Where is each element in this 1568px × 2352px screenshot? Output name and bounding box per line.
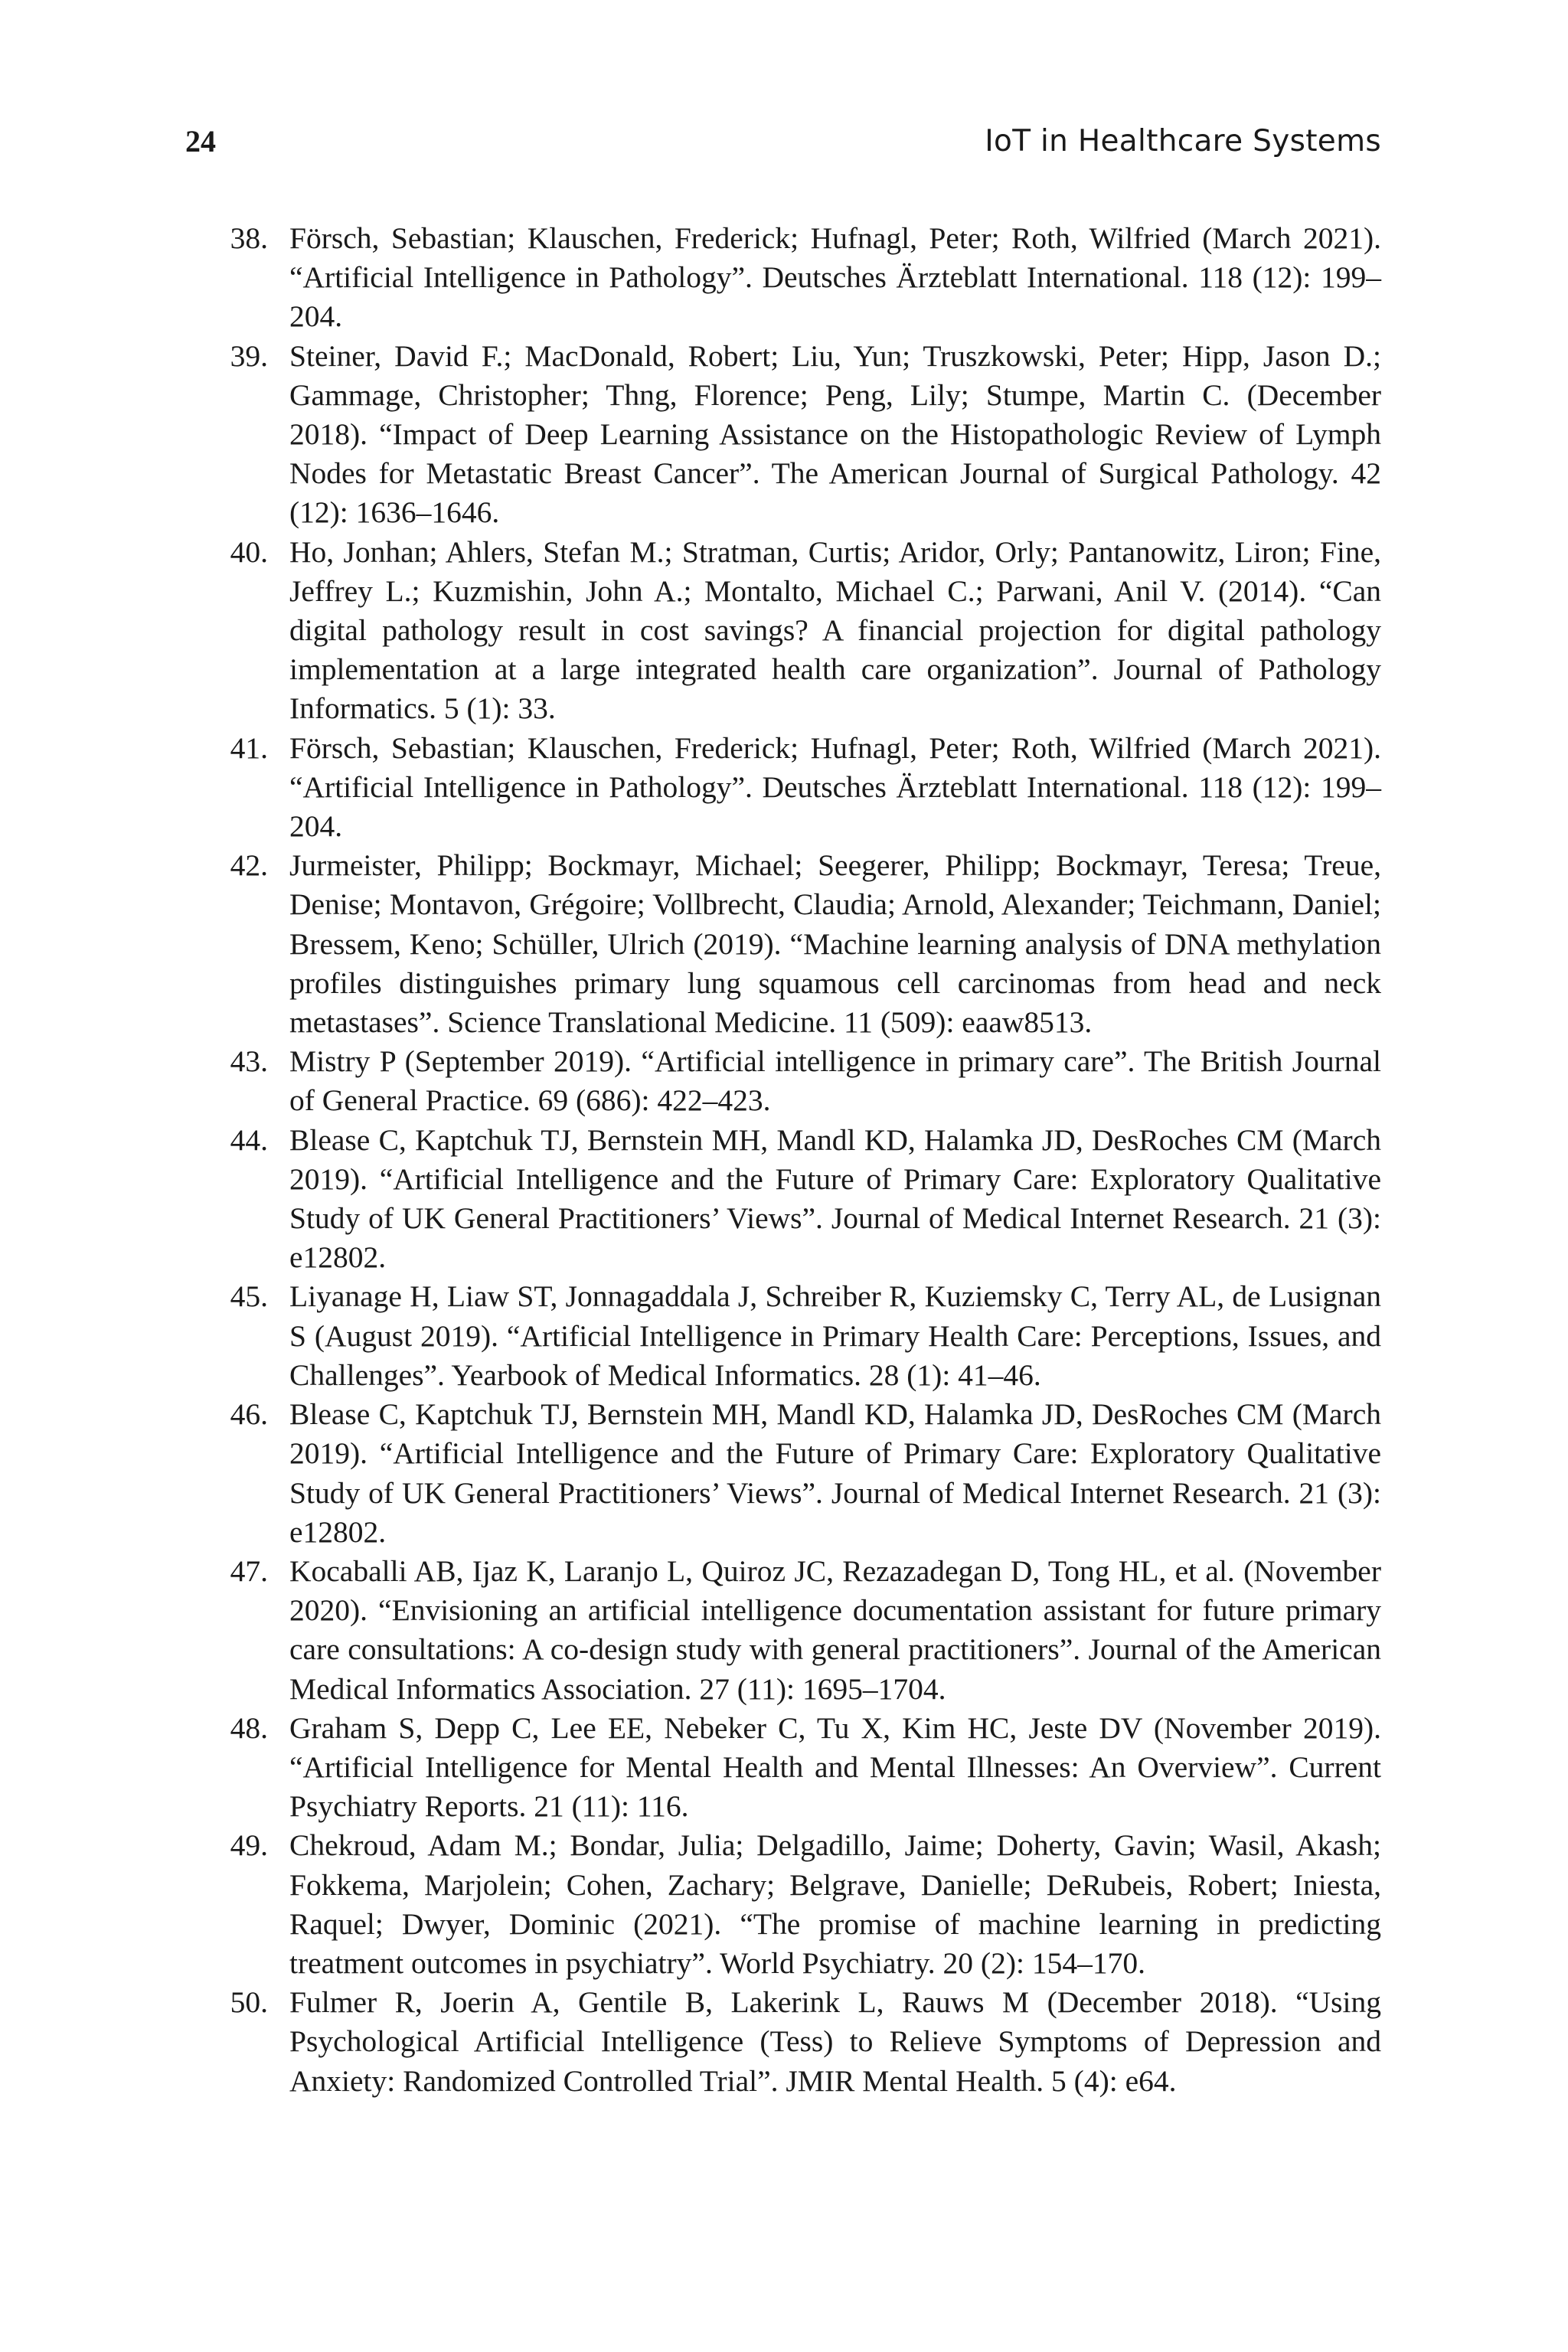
reference-number: 44. — [230, 1122, 268, 1157]
page-number: 24 — [185, 124, 216, 158]
reference-text: Graham S, Depp C, Lee EE, Nebeker C, Tu X, Kim HC, Jeste DV (November 2019). “Artificial Intelligence for Mental Health and Mental Illnesses: An Overview”. Current Psychiatry Reports. 21 (11): 116. — [289, 1710, 1381, 1824]
reference-item-39 — [219, 337, 1381, 533]
reference-number: 50. — [230, 1985, 268, 2020]
reference-item-40 — [219, 533, 1381, 729]
reference-number: 38. — [230, 221, 268, 255]
reference-text: Chekroud, Adam M.; Bondar, Julia; Delgadillo, Jaime; Doherty, Gavin; Wasil, Akash; Fokkema, Marjolein; Cohen, Zachary; Belgrave, Danielle; DeRubeis, Robert; Iniesta, Raquel; Dwyer, Dominic (2021). “The promise of machine learning in predicting treatment outcomes in psychiatry”. World Psychiatry. 20 (2): 154–170. — [289, 1828, 1381, 1980]
reference-text: Steiner, David F.; MacDonald, Robert; Liu, Yun; Truszkowski, Peter; Hipp, Jason D.; Gammage, Christopher; Thng, Florence; Peng, Lily; Stumpe, Martin C. (December 2018). “Impact of Deep Learning Assistance on the Histopathologic Review of Lymph Nodes for Metastatic Breast Cancer”. The American Journal of Surgical Pathology. 42 (12): 1636–1646. — [289, 338, 1381, 530]
running-title: IoT in Healthcare Systems — [985, 124, 1381, 158]
reference-number: 40. — [230, 534, 268, 569]
reference-item-41 — [219, 729, 1381, 847]
reference-text: Ho, Jonhan; Ahlers, Stefan M.; Stratman, Curtis; Aridor, Orly; Pantanowitz, Liron; Fine, Jeffrey L.; Kuzmishin, John A.; Montalto, Michael C.; Parwani, Anil V. (2014). “Can digital pathology result in cost savings? A financial projection for digital pathology implementation at a large integrated health care organization”. Journal of Pathology Informatics. 5 (1): 33. — [289, 534, 1381, 726]
reference-number: 48. — [230, 1710, 268, 1745]
reference-item-48 — [219, 1709, 1381, 1827]
reference-text: Liyanage H, Liaw ST, Jonnagaddala J, Schreiber R, Kuziemsky C, Terry AL, de Lusignan S (August 2019). “Artificial Intelligence in Primary Health Care: Perceptions, Issues, and Challenges”. Yearbook of Medical Informatics. 28 (1): 41–46. — [289, 1279, 1381, 1392]
reference-item-50 — [219, 1983, 1381, 2101]
reference-number: 49. — [230, 1828, 268, 1863]
reference-text: Försch, Sebastian; Klauschen, Frederick; Hufnagl, Peter; Roth, Wilfried (March 2021). “Artificial Intelligence in Pathology”. Deutsches Ärzteblatt International. 118 (12): 199–204. — [289, 730, 1381, 844]
reference-text: Jurmeister, Philipp; Bockmayr, Michael; Seegerer, Philipp; Bockmayr, Teresa; Treue, Denise; Montavon, Grégoire; Vollbrecht, Claudia; Arnold, Alexander; Teichmann, Daniel; Bressem, Keno; Schüller, Ulrich (2019). “Machine learning analysis of DNA methylation profiles distinguishes primary lung squamous cell carcinomas from head and neck metastases”. Science Translational Medicine. 11 (509): eaaw8513. — [289, 848, 1381, 1040]
reference-number: 39. — [230, 338, 268, 373]
reference-text: Mistry P (September 2019). “Artificial intelligence in primary care”. The British Journal of General Practice. 69 (686): 422–423. — [289, 1044, 1381, 1118]
reference-number: 47. — [230, 1553, 268, 1588]
reference-number: 46. — [230, 1397, 268, 1432]
reference-item-47 — [219, 1552, 1381, 1709]
reference-text: Försch, Sebastian; Klauschen, Frederick; Hufnagl, Peter; Roth, Wilfried (March 2021). “Artificial Intelligence in Pathology”. Deutsches Ärzteblatt International. 118 (12): 199–204. — [289, 221, 1381, 334]
reference-number: 42. — [230, 848, 268, 883]
running-header — [185, 115, 1381, 168]
reference-item-49 — [219, 1826, 1381, 1983]
reference-number: 41. — [230, 730, 268, 765]
reference-item-43 — [219, 1042, 1381, 1120]
reference-text: Blease C, Kaptchuk TJ, Bernstein MH, Mandl KD, Halamka JD, DesRoches CM (March 2019). “Artificial Intelligence and the Future of Primary Care: Exploratory Qualitative Study of UK General Practitioners’ Views”. Journal of Medical Internet Research. 21 (3): e12802. — [289, 1122, 1381, 1275]
reference-text: Fulmer R, Joerin A, Gentile B, Lakerink L, Rauws M (December 2018). “Using Psychological Artificial Intelligence (Tess) to Relieve Symptoms of Depression and Anxiety: Randomized Controlled Trial”. JMIR Mental Health. 5 (4): e64. — [289, 1985, 1381, 2098]
reference-item-38 — [219, 219, 1381, 337]
reference-number: 43. — [230, 1044, 268, 1079]
reference-number: 45. — [230, 1279, 268, 1314]
reference-item-42 — [219, 846, 1381, 1042]
reference-text: Kocaballi AB, Ijaz K, Laranjo L, Quiroz JC, Rezazadegan D, Tong HL, et al. (November 2020). “Envisioning an artificial intelligence documentation assistant for future primary care consultations: A co-design study with general practitioners”. Journal of the American Medical Informatics Association. 27 (11): 1695–1704. — [289, 1553, 1381, 1706]
reference-text: Blease C, Kaptchuk TJ, Bernstein MH, Mandl KD, Halamka JD, DesRoches CM (March 2019). “Artificial Intelligence and the Future of Primary Care: Exploratory Qualitative Study of UK General Practitioners’ Views”. Journal of Medical Internet Research. 21 (3): e12802. — [289, 1397, 1381, 1549]
reference-list — [219, 219, 1381, 2101]
reference-item-46 — [219, 1395, 1381, 1552]
reference-item-44 — [219, 1121, 1381, 1278]
reference-item-45 — [219, 1277, 1381, 1395]
